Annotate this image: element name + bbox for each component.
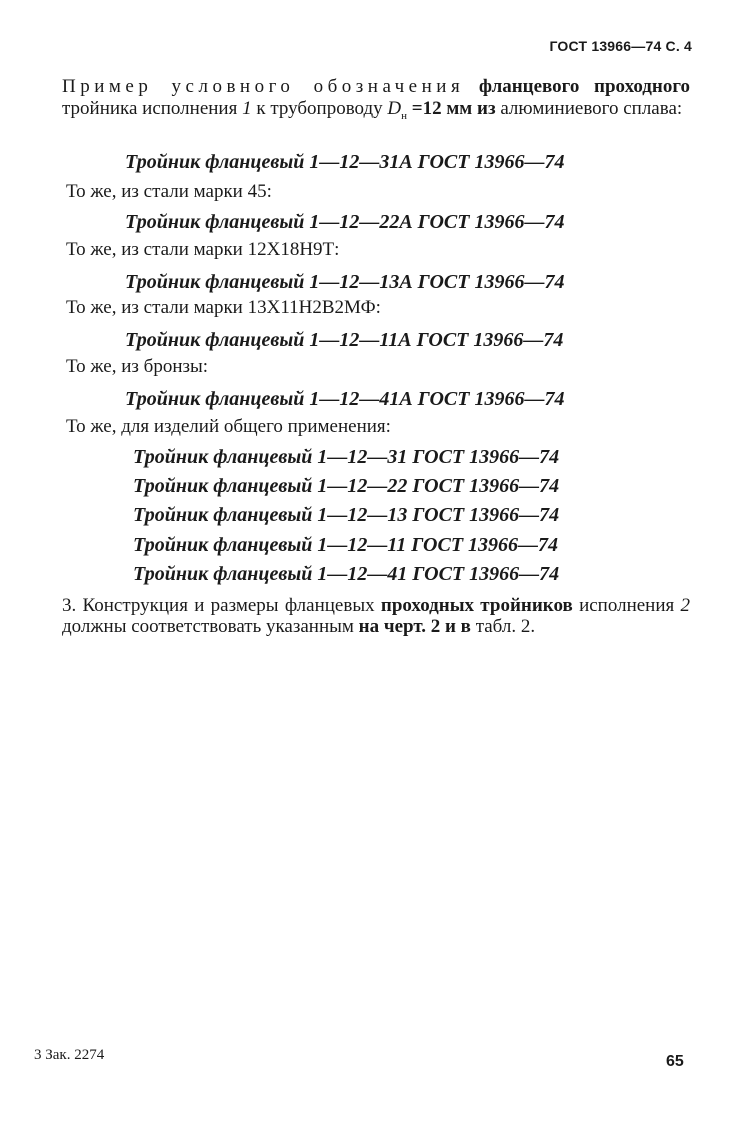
para3-bold: проходных тройников bbox=[380, 595, 573, 616]
designation-11: Тройник фланцевый 1—12—11 ГОСТ 13966—74 bbox=[133, 534, 559, 556]
para3-start: 3. Конструкция и размеры фланцевых bbox=[62, 595, 375, 616]
paragraph-3-construction bbox=[62, 595, 690, 637]
para1-intro: Пример условного обозначения bbox=[62, 76, 465, 97]
page-header-doc-ref: ГОСТ 13966—74 С. 4 bbox=[549, 38, 692, 54]
para1-dn-symbol: D bbox=[387, 98, 402, 119]
designation-22a: Тройник фланцевый 1—12—22А ГОСТ 13966—74 bbox=[125, 211, 565, 233]
line-steel-13x11: То же, из стали марки 13Х11Н2В2МФ: bbox=[66, 297, 381, 318]
para1-intro-bold: фланцевого проходного bbox=[478, 76, 691, 97]
para1-text-c: алюминиевого сплава: bbox=[500, 98, 683, 119]
designation-41: Тройник фланцевый 1—12—41 ГОСТ 13966—74 bbox=[133, 563, 560, 585]
para1-dn-sub: н bbox=[401, 109, 408, 122]
para1-text-a: тройника исполнения bbox=[62, 98, 238, 119]
para1-variant: 1 bbox=[242, 98, 252, 119]
page-number: 65 bbox=[666, 1053, 684, 1070]
designation-13: Тройник фланцевый 1—12—13 ГОСТ 13966—74 bbox=[133, 504, 560, 526]
line-general-use: То же, для изделий общего применения: bbox=[66, 416, 391, 437]
designation-41a: Тройник фланцевый 1—12—41А ГОСТ 13966—74 bbox=[125, 388, 565, 410]
para3-mid-b: должны соответствовать указанным bbox=[62, 616, 354, 637]
footer-order-number: 3 Зак. 2274 bbox=[34, 1047, 105, 1063]
designation-22: Тройник фланцевый 1—12—22 ГОСТ 13966—74 bbox=[133, 475, 560, 497]
para1-dn-value: =12 мм из bbox=[411, 98, 496, 119]
designation-11a: Тройник фланцевый 1—12—11А ГОСТ 13966—74 bbox=[125, 329, 564, 351]
para1-text-b: к трубопроводу bbox=[256, 98, 383, 119]
designation-31: Тройник фланцевый 1—12—31 ГОСТ 13966—74 bbox=[133, 446, 560, 468]
line-bronze: То же, из бронзы: bbox=[66, 356, 209, 377]
designation-13a: Тройник фланцевый 1—12—13А ГОСТ 13966—74 bbox=[125, 271, 565, 293]
line-steel-45: То же, из стали марки 45: bbox=[66, 181, 272, 202]
para3-variant: 2 bbox=[680, 595, 691, 616]
para3-end: табл. 2. bbox=[475, 616, 536, 637]
paragraph-example-designation bbox=[62, 76, 690, 127]
line-steel-12x18: То же, из стали марки 12Х18Н9Т: bbox=[66, 239, 340, 260]
para3-bold-end: на черт. 2 и в bbox=[358, 616, 471, 637]
para3-mid-a: исполнения bbox=[579, 595, 675, 616]
designation-31a: Тройник фланцевый 1—12—31А ГОСТ 13966—74 bbox=[125, 151, 565, 173]
